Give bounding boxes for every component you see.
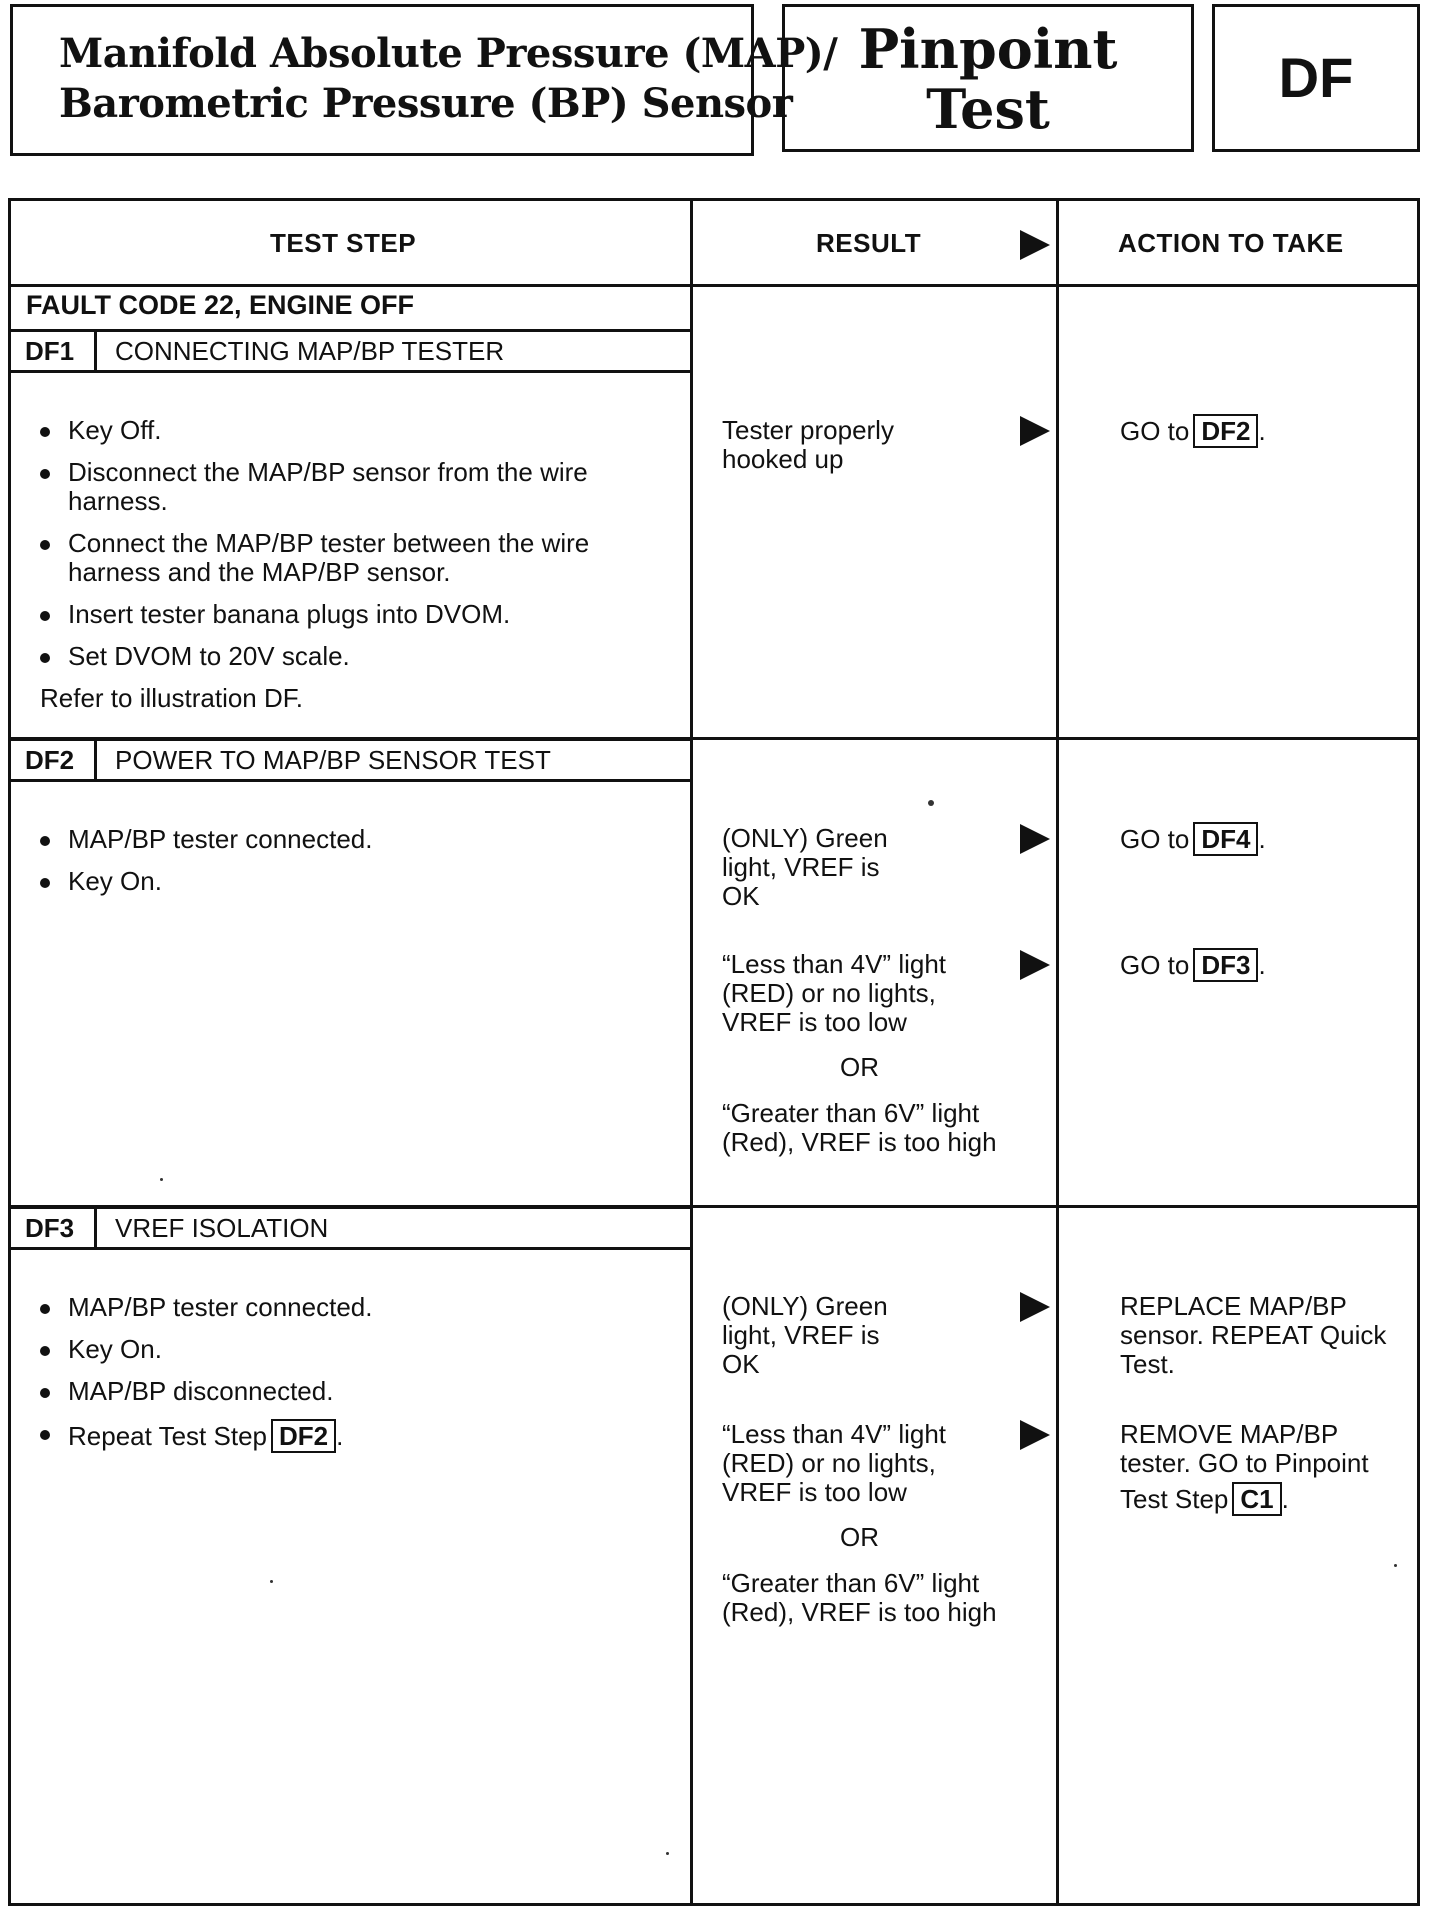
df3-action-2 bbox=[1120, 1420, 1410, 1516]
header-title-box bbox=[10, 4, 838, 156]
df2-result-1: (ONLY) Green light, VREF is OK bbox=[722, 823, 888, 911]
step-name: POWER TO MAP/BP SENSOR TEST bbox=[115, 745, 551, 775]
step-ref-df3[interactable]: DF3 bbox=[1193, 948, 1258, 982]
step-id: DF2 bbox=[11, 741, 97, 779]
bullet-item: MAP/BP disconnected. bbox=[40, 1377, 680, 1406]
header-code-box bbox=[1212, 4, 1420, 152]
page-title-line-1: Manifold Absolute Pressure (MAP)/ bbox=[59, 30, 838, 77]
step-ref-c1[interactable]: C1 bbox=[1232, 1482, 1281, 1516]
column-divider-2 bbox=[1056, 198, 1059, 1906]
df2-alt-result: “Greater than 6V” light (Red), VREF is too high bbox=[722, 1098, 997, 1157]
step-header-df2 bbox=[11, 738, 691, 782]
action-suffix: . bbox=[1258, 950, 1266, 980]
column-header-test-step: TEST STEP bbox=[270, 228, 417, 258]
scan-speck bbox=[928, 800, 934, 806]
step-ref-df4[interactable]: DF4 bbox=[1193, 822, 1258, 856]
bullet-item: MAP/BP tester connected. bbox=[40, 825, 680, 854]
step-id: DF3 bbox=[11, 1209, 97, 1247]
df2-result-2: “Less than 4V” light (RED) or no lights, VREF is too low bbox=[722, 949, 947, 1037]
result-arrow-icon bbox=[1020, 950, 1050, 980]
bullet-item: Insert tester banana plugs into DVOM. bbox=[40, 600, 680, 629]
df3-action-1: REPLACE MAP/BP sensor. REPEAT Quick Test. bbox=[1120, 1291, 1387, 1379]
action-prefix: GO to bbox=[1120, 416, 1190, 446]
df2-action-2 bbox=[1120, 948, 1410, 982]
header-arrow-icon bbox=[1020, 230, 1050, 260]
df3-result-1: (ONLY) Green light, VREF is OK bbox=[722, 1291, 888, 1379]
step-header-df1 bbox=[11, 329, 691, 373]
pinpoint-line-2: Test bbox=[926, 77, 1050, 141]
result-arrow-icon bbox=[1020, 416, 1050, 446]
df3-alt-result: “Greater than 6V” light (Red), VREF is too high bbox=[722, 1568, 997, 1627]
column-header-result: RESULT bbox=[816, 228, 922, 258]
df1-action bbox=[1120, 414, 1410, 448]
result-arrow-icon bbox=[1020, 1420, 1050, 1450]
bullet-item: Key On. bbox=[40, 867, 680, 896]
illustration-note: Refer to illustration DF. bbox=[40, 683, 303, 713]
df2-instructions bbox=[40, 825, 680, 896]
bullet-item: Disconnect the MAP/BP sensor from the wire harness. bbox=[40, 458, 680, 516]
action-suffix: . bbox=[1281, 1484, 1289, 1514]
action-prefix: GO to bbox=[1120, 824, 1190, 854]
bullet-item: Set DVOM to 20V scale. bbox=[40, 642, 680, 671]
df3-result-2: “Less than 4V” light (RED) or no lights, VREF is too low bbox=[722, 1419, 947, 1507]
scan-speck bbox=[1394, 1564, 1397, 1567]
repeat-suffix: . bbox=[336, 1421, 344, 1451]
action-prefix: GO to bbox=[1120, 950, 1190, 980]
bullet-item: Connect the MAP/BP tester between the wire harness and the MAP/BP sensor. bbox=[40, 529, 680, 587]
bullet-item: Key On. bbox=[40, 1335, 680, 1364]
or-separator: OR bbox=[840, 1522, 879, 1552]
column-header-action: ACTION TO TAKE bbox=[1118, 228, 1344, 258]
pinpoint-test-label bbox=[785, 19, 1191, 139]
step-name: CONNECTING MAP/BP TESTER bbox=[115, 336, 505, 366]
bullet-item: Key Off. bbox=[40, 416, 680, 445]
df1-result: Tester properly hooked up bbox=[722, 415, 894, 474]
pinpoint-line-1: Pinpoint bbox=[858, 17, 1118, 81]
page-title-line-2: Barometric Pressure (BP) Sensor bbox=[59, 80, 793, 127]
column-divider-1 bbox=[690, 198, 693, 1906]
action-suffix: . bbox=[1258, 416, 1266, 446]
action-text: REMOVE MAP/BP tester. GO to Pinpoint bbox=[1120, 1419, 1369, 1478]
df3-instructions bbox=[40, 1293, 680, 1453]
df2-action-1 bbox=[1120, 822, 1410, 856]
bullet-item bbox=[40, 1419, 680, 1453]
action-prefix: Test Step bbox=[1120, 1484, 1229, 1514]
step-ref-df2[interactable]: DF2 bbox=[271, 1419, 336, 1453]
step-name: VREF ISOLATION bbox=[115, 1213, 329, 1243]
or-separator: OR bbox=[840, 1052, 879, 1082]
step-header-df3 bbox=[11, 1206, 691, 1250]
step-id: DF1 bbox=[11, 332, 97, 370]
step-ref-df2[interactable]: DF2 bbox=[1193, 414, 1258, 448]
bullet-item: MAP/BP tester connected. bbox=[40, 1293, 680, 1322]
header-pinpoint-box bbox=[782, 4, 1194, 152]
section-title: FAULT CODE 22, ENGINE OFF bbox=[26, 290, 415, 320]
df1-instructions bbox=[40, 416, 680, 713]
page-title bbox=[59, 29, 837, 129]
header-row-divider bbox=[8, 284, 1420, 287]
action-ref-line bbox=[1120, 1482, 1410, 1516]
scan-speck bbox=[666, 1852, 669, 1855]
test-code: DF bbox=[1278, 46, 1354, 109]
result-arrow-icon bbox=[1020, 824, 1050, 854]
repeat-prefix: Repeat Test Step bbox=[68, 1421, 267, 1451]
scan-speck bbox=[160, 1178, 163, 1181]
action-suffix: . bbox=[1258, 824, 1266, 854]
scan-speck bbox=[270, 1580, 273, 1583]
result-arrow-icon bbox=[1020, 1292, 1050, 1322]
